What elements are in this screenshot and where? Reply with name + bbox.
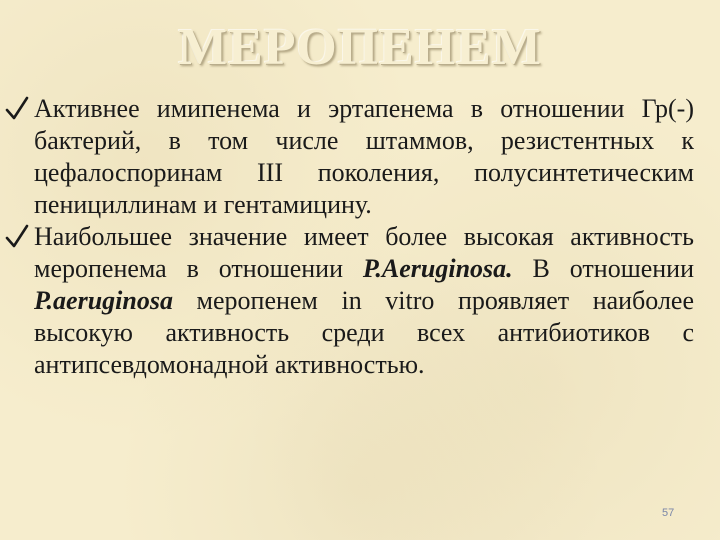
page-number: 57 bbox=[662, 507, 675, 519]
slide-title: МЕРОПЕНЕМ bbox=[177, 19, 542, 76]
slide-content bbox=[4, 93, 694, 381]
organism-name: P.aeruginosa bbox=[34, 286, 173, 315]
checkmark-icon bbox=[4, 221, 32, 253]
bullet-text: Активнее имипенема и эртапенема в отношении Гр(-) бактерий, в том числе штаммов, резистентных к цефалоспоринам III поколения, полусинтетическим пенициллинам и гентамицину. bbox=[34, 94, 694, 219]
bullet-text-part: Наибольшее значение имеет более высокая активность меропенема в отношении bbox=[34, 222, 694, 283]
bullet-item bbox=[4, 221, 694, 381]
organism-name: P.Aeruginosa. bbox=[362, 254, 513, 283]
bullet-text-part: В отношении bbox=[512, 254, 695, 283]
bullet-item bbox=[4, 93, 694, 221]
bullet-text-part: меропенем in vitro проявляет наиболее высокую активность среди всех антибиотиков с антипсевдомонадной активностью. bbox=[34, 286, 694, 379]
checkmark-icon bbox=[4, 93, 32, 125]
